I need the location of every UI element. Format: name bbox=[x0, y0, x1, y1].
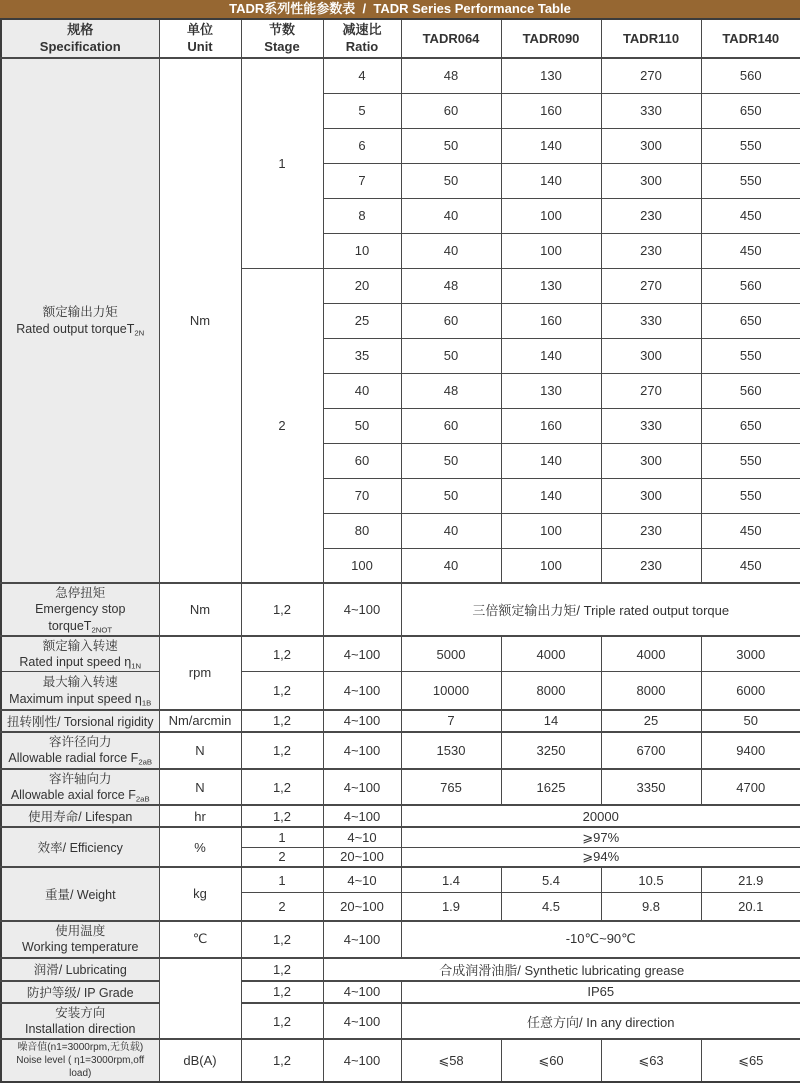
table-cell: 4~100 bbox=[323, 921, 401, 958]
table-cell: 140 bbox=[501, 478, 601, 513]
table-cell: 25 bbox=[601, 710, 701, 732]
table-cell: 7 bbox=[401, 710, 501, 732]
table-cell: 6700 bbox=[601, 732, 701, 769]
unit-empty bbox=[159, 958, 241, 1040]
table-body bbox=[1, 58, 800, 1082]
table-cell: 4000 bbox=[601, 636, 701, 672]
merged-value: 合成润滑油脂/ Synthetic lubricating grease bbox=[323, 958, 800, 981]
col-spec: 规格 Specification bbox=[1, 19, 159, 58]
table-cell: 20~100 bbox=[323, 893, 401, 921]
table-cell: 50 bbox=[323, 408, 401, 443]
table-cell: 3350 bbox=[601, 769, 701, 806]
table-cell: 140 bbox=[501, 128, 601, 163]
table-cell: 20.1 bbox=[701, 893, 800, 921]
spec-installation-direction: 安装方向 Installation direction bbox=[1, 1003, 159, 1040]
table-cell: 330 bbox=[601, 408, 701, 443]
table-cell: 4700 bbox=[701, 769, 800, 806]
table-cell: 100 bbox=[501, 198, 601, 233]
table-cell: 50 bbox=[401, 478, 501, 513]
table-header bbox=[1, 19, 800, 58]
unit-percent: % bbox=[159, 827, 241, 867]
stage-2: 2 bbox=[241, 268, 323, 583]
spec-efficiency: 效率/ Efficiency bbox=[1, 827, 159, 867]
table-cell: 230 bbox=[601, 233, 701, 268]
stage-1: 1 bbox=[241, 58, 323, 268]
table-cell: 50 bbox=[401, 443, 501, 478]
merged-value: 三倍额定输出力矩/ Triple rated output torque bbox=[401, 583, 800, 636]
table-cell: N bbox=[159, 769, 241, 806]
table-cell: 450 bbox=[701, 233, 800, 268]
table-cell: 1.4 bbox=[401, 867, 501, 893]
table-cell: 4 bbox=[323, 58, 401, 93]
table-cell: 1530 bbox=[401, 732, 501, 769]
table-cell: 130 bbox=[501, 268, 601, 303]
table-cell: 6 bbox=[323, 128, 401, 163]
col-model-tadr110: TADR110 bbox=[601, 19, 701, 58]
table-cell: Nm/arcmin bbox=[159, 710, 241, 732]
table-cell: 1,2 bbox=[241, 672, 323, 710]
col-ratio: 减速比 Ratio bbox=[323, 19, 401, 58]
table-cell: 2 bbox=[241, 893, 323, 921]
table-cell: 40 bbox=[401, 513, 501, 548]
merged-value: IP65 bbox=[401, 981, 800, 1003]
col-model-tadr090: TADR090 bbox=[501, 19, 601, 58]
table-cell: 4~100 bbox=[323, 1039, 401, 1082]
table-cell: 3250 bbox=[501, 732, 601, 769]
table-cell: 130 bbox=[501, 373, 601, 408]
table-cell: 20~100 bbox=[323, 847, 401, 867]
table-cell: 70 bbox=[323, 478, 401, 513]
merged-value: ⩾94% bbox=[401, 847, 800, 867]
spec-working-temperature: 使用温度 Working temperature bbox=[1, 921, 159, 958]
spec-rated-input-speed: 额定输入转速 Rated input speed $\eta_{1N}$ bbox=[1, 636, 159, 672]
table-cell: ⩽65 bbox=[701, 1039, 800, 1082]
table-cell: 1625 bbox=[501, 769, 601, 806]
table-cell: 40 bbox=[323, 373, 401, 408]
spec-lubricating: 润滑/ Lubricating bbox=[1, 958, 159, 981]
table-cell: 550 bbox=[701, 338, 800, 373]
table-cell: 7 bbox=[323, 163, 401, 198]
table-cell: 765 bbox=[401, 769, 501, 806]
spec-lifespan: 使用寿命/ Lifespan bbox=[1, 805, 159, 827]
table-cell: 50 bbox=[701, 710, 800, 732]
table-cell: 230 bbox=[601, 198, 701, 233]
table-cell: 100 bbox=[501, 513, 601, 548]
table-cell: 450 bbox=[701, 548, 800, 583]
col-model-tadr140: TADR140 bbox=[701, 19, 800, 58]
table-cell: 4~10 bbox=[323, 827, 401, 847]
table-cell: 2 bbox=[241, 847, 323, 867]
table-cell: 1 bbox=[241, 827, 323, 847]
table-cell: 1,2 bbox=[241, 732, 323, 769]
table-cell: 60 bbox=[401, 93, 501, 128]
table-cell: 4000 bbox=[501, 636, 601, 672]
table-cell: 100 bbox=[501, 548, 601, 583]
table-cell: hr bbox=[159, 805, 241, 827]
table-cell: 650 bbox=[701, 93, 800, 128]
table-cell: 560 bbox=[701, 58, 800, 93]
table-cell: 300 bbox=[601, 443, 701, 478]
table-cell: ⩽58 bbox=[401, 1039, 501, 1082]
table-cell: 40 bbox=[401, 548, 501, 583]
table-cell: 1,2 bbox=[241, 958, 323, 981]
table-cell: 8000 bbox=[601, 672, 701, 710]
merged-value: 20000 bbox=[401, 805, 800, 827]
merged-value: -10℃~90℃ bbox=[401, 921, 800, 958]
table-cell: 6000 bbox=[701, 672, 800, 710]
table-cell: 160 bbox=[501, 408, 601, 443]
table-cell: 4~100 bbox=[323, 732, 401, 769]
table-cell: 1 bbox=[241, 867, 323, 893]
spec-noise-level: 噪音值(n1=3000rpm,无负载) Noise level ( η1=3000rpm,off load) bbox=[1, 1039, 159, 1082]
table-cell: 100 bbox=[501, 233, 601, 268]
table-cell: 140 bbox=[501, 163, 601, 198]
table-title: TADR系列性能参数表 / TADR Series Performance Table bbox=[0, 0, 800, 18]
table-cell: 10 bbox=[323, 233, 401, 268]
table-cell: 550 bbox=[701, 128, 800, 163]
performance-table bbox=[0, 18, 800, 1083]
table-cell: 450 bbox=[701, 198, 800, 233]
table-cell: 20 bbox=[323, 268, 401, 303]
table-cell: 230 bbox=[601, 513, 701, 548]
table-cell: 160 bbox=[501, 303, 601, 338]
table-cell: 60 bbox=[401, 408, 501, 443]
table-cell: 60 bbox=[401, 303, 501, 338]
table-cell: 60 bbox=[323, 443, 401, 478]
table-cell: 4.5 bbox=[501, 893, 601, 921]
table-cell: 1,2 bbox=[241, 921, 323, 958]
table-cell: 4~100 bbox=[323, 672, 401, 710]
table-cell: Nm bbox=[159, 583, 241, 636]
table-cell: 1,2 bbox=[241, 1039, 323, 1082]
table-cell: 4~100 bbox=[323, 583, 401, 636]
table-cell: 4~100 bbox=[323, 636, 401, 672]
table-cell: 650 bbox=[701, 303, 800, 338]
table-cell: 8000 bbox=[501, 672, 601, 710]
table-cell: 1,2 bbox=[241, 805, 323, 827]
spec-torsional-rigidity: 扭转刚性/ Torsional rigidity bbox=[1, 710, 159, 732]
spec-max-input-speed: 最大输入转速 Maximum input speed $\eta_{1B}$ bbox=[1, 672, 159, 710]
unit-nm: Nm bbox=[159, 58, 241, 583]
table-cell: 10.5 bbox=[601, 867, 701, 893]
table-cell: 300 bbox=[601, 478, 701, 513]
table-cell: 25 bbox=[323, 303, 401, 338]
table-cell: 40 bbox=[401, 233, 501, 268]
table-cell: 270 bbox=[601, 268, 701, 303]
table-cell: ⩽63 bbox=[601, 1039, 701, 1082]
table-cell: dB(A) bbox=[159, 1039, 241, 1082]
table-cell: 8 bbox=[323, 198, 401, 233]
table-cell: 270 bbox=[601, 58, 701, 93]
table-cell: 100 bbox=[323, 548, 401, 583]
table-cell: 1,2 bbox=[241, 1003, 323, 1040]
merged-value: ⩾97% bbox=[401, 827, 800, 847]
table-cell: N bbox=[159, 732, 241, 769]
table-cell: 3000 bbox=[701, 636, 800, 672]
table-cell: 4~100 bbox=[323, 1003, 401, 1040]
spec-radial-force: 容许径向力 Allowable radial force $F_{2aB}$ bbox=[1, 732, 159, 769]
table-cell: 48 bbox=[401, 58, 501, 93]
table-cell: 550 bbox=[701, 443, 800, 478]
table-cell: 80 bbox=[323, 513, 401, 548]
unit-rpm: rpm bbox=[159, 636, 241, 710]
spec-rated-output-torque: 额定输出力矩 Rated output torqueT$_{2N}$ bbox=[1, 58, 159, 583]
spec-ip-grade: 防护等级/ IP Grade bbox=[1, 981, 159, 1003]
table-cell: 330 bbox=[601, 303, 701, 338]
table-cell: 4~100 bbox=[323, 805, 401, 827]
table-cell: ℃ bbox=[159, 921, 241, 958]
table-cell: 550 bbox=[701, 163, 800, 198]
table-cell: 50 bbox=[401, 128, 501, 163]
table-cell: 1,2 bbox=[241, 981, 323, 1003]
table-cell: 1,2 bbox=[241, 583, 323, 636]
table-cell: 450 bbox=[701, 513, 800, 548]
table-cell: 4~100 bbox=[323, 981, 401, 1003]
table-cell: 48 bbox=[401, 373, 501, 408]
table-cell: 140 bbox=[501, 443, 601, 478]
table-cell: 40 bbox=[401, 198, 501, 233]
table-cell: 50 bbox=[401, 163, 501, 198]
table-cell: 4~10 bbox=[323, 867, 401, 893]
table-cell: 10000 bbox=[401, 672, 501, 710]
spec-axial-force: 容许轴向力 Allowable axial force $F_{2aB}$ bbox=[1, 769, 159, 806]
table-cell: ⩽60 bbox=[501, 1039, 601, 1082]
spec-weight: 重量/ Weight bbox=[1, 867, 159, 921]
table-cell: 550 bbox=[701, 478, 800, 513]
col-model-tadr064: TADR064 bbox=[401, 19, 501, 58]
table-cell: 140 bbox=[501, 338, 601, 373]
table-cell: 650 bbox=[701, 408, 800, 443]
table-cell: 4~100 bbox=[323, 710, 401, 732]
table-cell: 300 bbox=[601, 128, 701, 163]
table-cell: 14 bbox=[501, 710, 601, 732]
table-cell: 5.4 bbox=[501, 867, 601, 893]
table-cell: 5 bbox=[323, 93, 401, 128]
table-cell: 230 bbox=[601, 548, 701, 583]
table-cell: 1,2 bbox=[241, 769, 323, 806]
col-stage: 节数 Stage bbox=[241, 19, 323, 58]
spec-emergency-stop-torque: 急停扭矩 Emergency stop torqueT$_{2NOT}$ bbox=[1, 583, 159, 636]
table-cell: 160 bbox=[501, 93, 601, 128]
table-cell: 300 bbox=[601, 163, 701, 198]
table-cell: 1,2 bbox=[241, 636, 323, 672]
table-cell: 9.8 bbox=[601, 893, 701, 921]
table-cell: 270 bbox=[601, 373, 701, 408]
table-cell: 130 bbox=[501, 58, 601, 93]
table-cell: 1.9 bbox=[401, 893, 501, 921]
table-cell: 48 bbox=[401, 268, 501, 303]
table-cell: 560 bbox=[701, 268, 800, 303]
unit-kg: kg bbox=[159, 867, 241, 921]
table-cell: 35 bbox=[323, 338, 401, 373]
table-cell: 330 bbox=[601, 93, 701, 128]
table-cell: 5000 bbox=[401, 636, 501, 672]
table-cell: 560 bbox=[701, 373, 800, 408]
table-cell: 1,2 bbox=[241, 710, 323, 732]
table-cell: 300 bbox=[601, 338, 701, 373]
table-cell: 21.9 bbox=[701, 867, 800, 893]
merged-value: 任意方向/ In any direction bbox=[401, 1003, 800, 1040]
table-cell: 50 bbox=[401, 338, 501, 373]
table-cell: 4~100 bbox=[323, 769, 401, 806]
col-unit: 单位 Unit bbox=[159, 19, 241, 58]
table-cell: 9400 bbox=[701, 732, 800, 769]
